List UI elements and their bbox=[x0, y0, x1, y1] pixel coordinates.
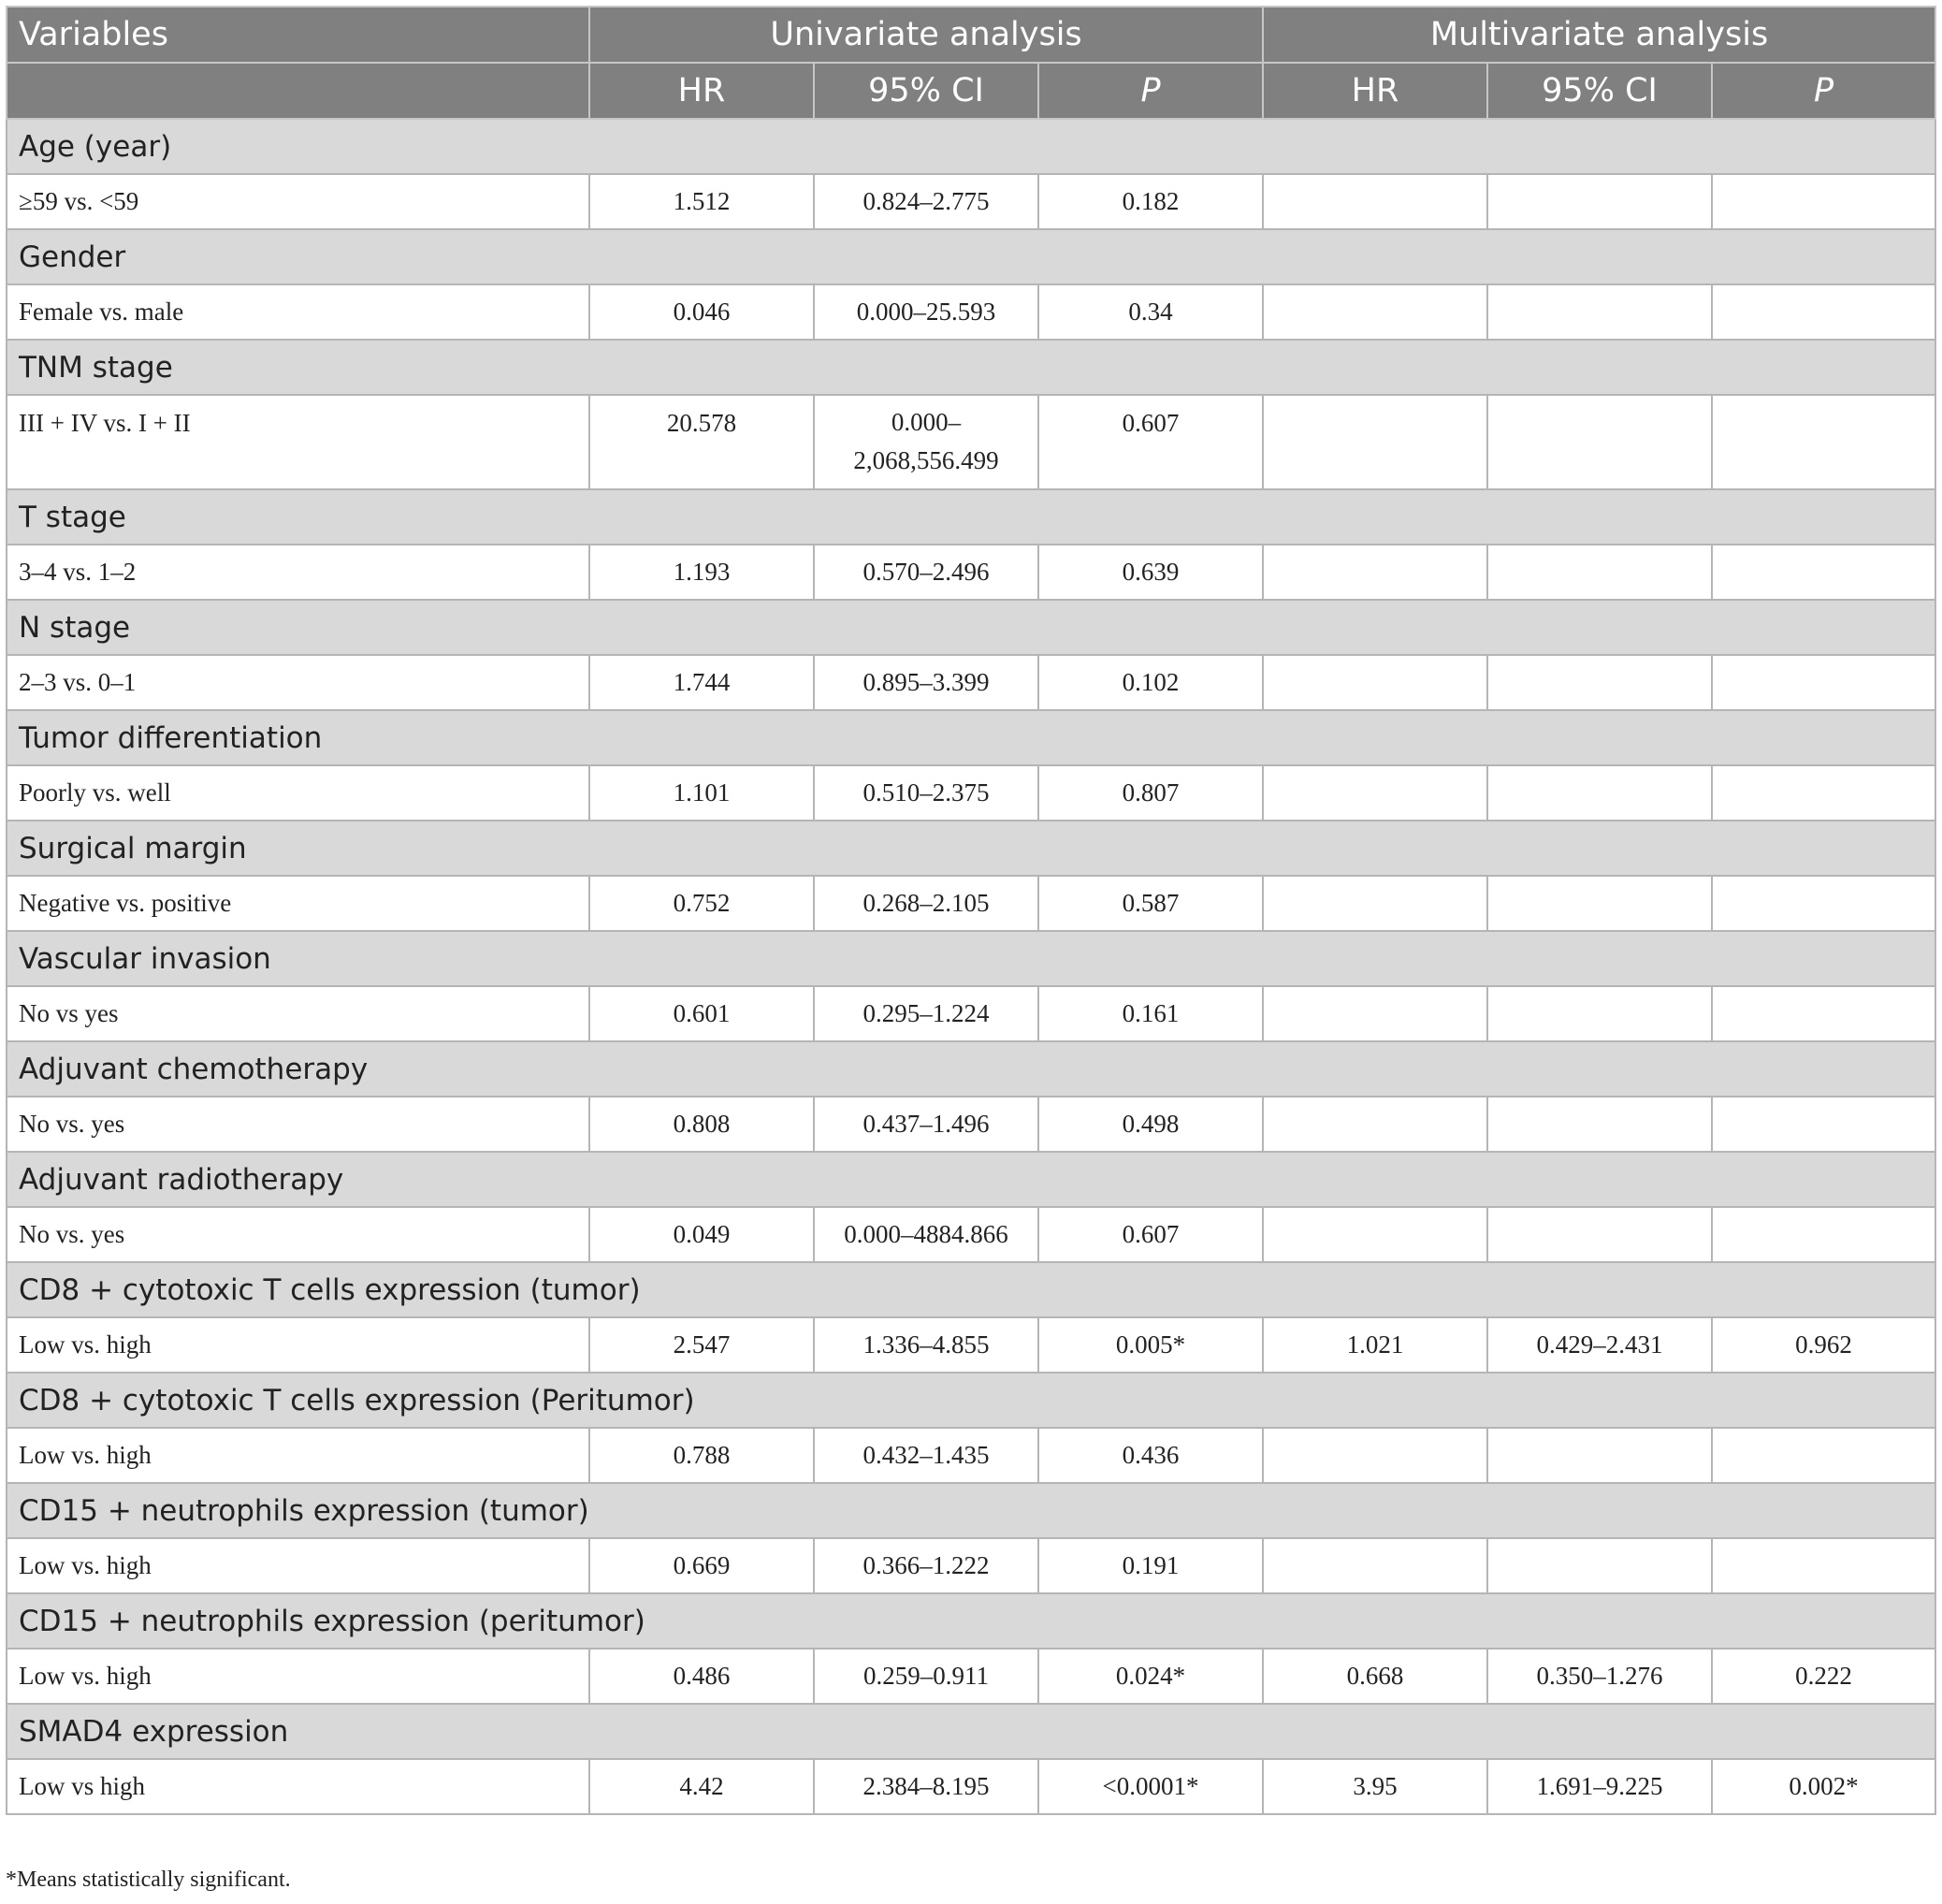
univariate-hr-cell: 4.42 bbox=[589, 1759, 814, 1814]
row-label: Poorly vs. well bbox=[7, 765, 589, 821]
multivariate-hr-cell bbox=[1263, 545, 1487, 600]
header-variables: Variables bbox=[7, 7, 589, 63]
header-u-p bbox=[1038, 63, 1263, 119]
univariate-hr-cell: 1.512 bbox=[589, 174, 814, 229]
multivariate-ci-cell bbox=[1487, 986, 1712, 1041]
ci-line-2: 2,068,556.499 bbox=[853, 446, 999, 474]
table-row bbox=[7, 174, 1935, 229]
multivariate-p-cell: 0.222 bbox=[1712, 1649, 1935, 1704]
univariate-ci-cell: 0.268–2.105 bbox=[814, 876, 1038, 931]
table-row bbox=[7, 1428, 1935, 1483]
multivariate-ci-cell bbox=[1487, 1428, 1712, 1483]
table-row bbox=[7, 395, 1935, 489]
univariate-p-cell: 0.587 bbox=[1038, 876, 1263, 931]
multivariate-hr-cell bbox=[1263, 284, 1487, 340]
univariate-hr-cell: 0.752 bbox=[589, 876, 814, 931]
ci-line-1: 0.000– bbox=[891, 408, 962, 436]
univariate-ci-cell: 0.000–25.593 bbox=[814, 284, 1038, 340]
row-label: Negative vs. positive bbox=[7, 876, 589, 931]
multivariate-p-cell bbox=[1712, 1428, 1935, 1483]
univariate-ci-cell: 0.432–1.435 bbox=[814, 1428, 1038, 1483]
header-m-p bbox=[1712, 63, 1935, 119]
table-body bbox=[7, 119, 1935, 1814]
multivariate-ci-cell: 0.350–1.276 bbox=[1487, 1649, 1712, 1704]
row-label: Low vs. high bbox=[7, 1428, 589, 1483]
group-title: CD15 + neutrophils expression (peritumor) bbox=[7, 1593, 1935, 1649]
univariate-p-cell: 0.005* bbox=[1038, 1317, 1263, 1373]
univariate-p-cell: 0.161 bbox=[1038, 986, 1263, 1041]
univariate-hr-cell: 1.101 bbox=[589, 765, 814, 821]
univariate-hr-cell: 0.049 bbox=[589, 1207, 814, 1262]
multivariate-p-cell bbox=[1712, 655, 1935, 710]
group-title: N stage bbox=[7, 600, 1935, 655]
row-label: 2–3 vs. 0–1 bbox=[7, 655, 589, 710]
multivariate-hr-cell bbox=[1263, 1538, 1487, 1593]
row-label: III + IV vs. I + II bbox=[7, 395, 589, 489]
group-header-row bbox=[7, 229, 1935, 284]
univariate-ci-cell: 1.336–4.855 bbox=[814, 1317, 1038, 1373]
header-m-p-label: P bbox=[1813, 72, 1834, 109]
row-label: 3–4 vs. 1–2 bbox=[7, 545, 589, 600]
multivariate-p-cell: 0.002* bbox=[1712, 1759, 1935, 1814]
group-header-row bbox=[7, 931, 1935, 986]
multivariate-hr-cell bbox=[1263, 1207, 1487, 1262]
univariate-ci-cell: 0.295–1.224 bbox=[814, 986, 1038, 1041]
group-header-row bbox=[7, 1373, 1935, 1428]
multivariate-ci-cell bbox=[1487, 545, 1712, 600]
table-row bbox=[7, 655, 1935, 710]
table-row bbox=[7, 1759, 1935, 1814]
group-title: Vascular invasion bbox=[7, 931, 1935, 986]
univariate-p-cell: 0.607 bbox=[1038, 1207, 1263, 1262]
table-container bbox=[6, 6, 1935, 1815]
header-row-1 bbox=[7, 7, 1935, 63]
header-u-ci: 95% CI bbox=[814, 63, 1038, 119]
footnote: *Means statistically significant. bbox=[6, 1868, 291, 1892]
row-label: Low vs high bbox=[7, 1759, 589, 1814]
univariate-p-cell: 0.498 bbox=[1038, 1097, 1263, 1152]
univariate-hr-cell: 0.046 bbox=[589, 284, 814, 340]
group-title: Gender bbox=[7, 229, 1935, 284]
group-header-row bbox=[7, 489, 1935, 545]
univariate-hr-cell: 20.578 bbox=[589, 395, 814, 489]
univariate-hr-cell: 0.601 bbox=[589, 986, 814, 1041]
multivariate-hr-cell bbox=[1263, 1428, 1487, 1483]
group-header-row bbox=[7, 600, 1935, 655]
multivariate-p-cell bbox=[1712, 986, 1935, 1041]
univariate-p-cell: 0.024* bbox=[1038, 1649, 1263, 1704]
multivariate-ci-cell bbox=[1487, 395, 1712, 489]
row-label: Female vs. male bbox=[7, 284, 589, 340]
multivariate-hr-cell bbox=[1263, 655, 1487, 710]
group-title: Tumor differentiation bbox=[7, 710, 1935, 765]
univariate-hr-cell: 0.808 bbox=[589, 1097, 814, 1152]
row-label: Low vs. high bbox=[7, 1317, 589, 1373]
group-header-row bbox=[7, 710, 1935, 765]
group-title: Adjuvant chemotherapy bbox=[7, 1041, 1935, 1097]
multivariate-p-cell bbox=[1712, 174, 1935, 229]
group-title: Age (year) bbox=[7, 119, 1935, 174]
univariate-p-cell: <0.0001* bbox=[1038, 1759, 1263, 1814]
group-title: TNM stage bbox=[7, 340, 1935, 395]
group-header-row bbox=[7, 1041, 1935, 1097]
group-title: CD15 + neutrophils expression (tumor) bbox=[7, 1483, 1935, 1538]
univariate-hr-cell: 2.547 bbox=[589, 1317, 814, 1373]
row-label: ≥59 vs. <59 bbox=[7, 174, 589, 229]
multivariate-ci-cell bbox=[1487, 1538, 1712, 1593]
univariate-p-cell: 0.102 bbox=[1038, 655, 1263, 710]
group-header-row bbox=[7, 1262, 1935, 1317]
table-row bbox=[7, 284, 1935, 340]
multivariate-ci-cell bbox=[1487, 1207, 1712, 1262]
multivariate-ci-cell bbox=[1487, 765, 1712, 821]
univariate-ci-cell: 2.384–8.195 bbox=[814, 1759, 1038, 1814]
multivariate-ci-cell: 1.691–9.225 bbox=[1487, 1759, 1712, 1814]
multivariate-p-cell bbox=[1712, 765, 1935, 821]
group-header-row bbox=[7, 1704, 1935, 1759]
univariate-ci-cell: 0.366–1.222 bbox=[814, 1538, 1038, 1593]
multivariate-ci-cell bbox=[1487, 174, 1712, 229]
group-title: T stage bbox=[7, 489, 1935, 545]
table-row bbox=[7, 1649, 1935, 1704]
multivariate-hr-cell: 1.021 bbox=[1263, 1317, 1487, 1373]
hazard-ratio-table bbox=[6, 6, 1936, 1815]
multivariate-p-cell bbox=[1712, 395, 1935, 489]
univariate-ci-cell: 0.437–1.496 bbox=[814, 1097, 1038, 1152]
univariate-p-cell: 0.436 bbox=[1038, 1428, 1263, 1483]
multivariate-ci-cell bbox=[1487, 1097, 1712, 1152]
table-row bbox=[7, 876, 1935, 931]
univariate-hr-cell: 1.193 bbox=[589, 545, 814, 600]
multivariate-hr-cell: 0.668 bbox=[1263, 1649, 1487, 1704]
multivariate-p-cell bbox=[1712, 1207, 1935, 1262]
group-title: SMAD4 expression bbox=[7, 1704, 1935, 1759]
multivariate-ci-cell bbox=[1487, 655, 1712, 710]
multivariate-ci-cell bbox=[1487, 876, 1712, 931]
multivariate-hr-cell bbox=[1263, 765, 1487, 821]
multivariate-p-cell bbox=[1712, 545, 1935, 600]
univariate-p-cell: 0.807 bbox=[1038, 765, 1263, 821]
group-header-row bbox=[7, 1593, 1935, 1649]
header-m-hr: HR bbox=[1263, 63, 1487, 119]
multivariate-ci-cell bbox=[1487, 284, 1712, 340]
univariate-ci-cell: 0.570–2.496 bbox=[814, 545, 1038, 600]
multivariate-p-cell bbox=[1712, 284, 1935, 340]
multivariate-hr-cell bbox=[1263, 986, 1487, 1041]
univariate-ci-cell: 0.000–4884.866 bbox=[814, 1207, 1038, 1262]
group-header-row bbox=[7, 119, 1935, 174]
header-u-p-label: P bbox=[1140, 72, 1161, 109]
table-row bbox=[7, 1207, 1935, 1262]
univariate-hr-cell: 1.744 bbox=[589, 655, 814, 710]
row-label: No vs. yes bbox=[7, 1207, 589, 1262]
header-u-hr: HR bbox=[589, 63, 814, 119]
group-title: Adjuvant radiotherapy bbox=[7, 1152, 1935, 1207]
table-row bbox=[7, 1538, 1935, 1593]
univariate-p-cell: 0.182 bbox=[1038, 174, 1263, 229]
multivariate-p-cell bbox=[1712, 1097, 1935, 1152]
group-header-row bbox=[7, 1152, 1935, 1207]
table-row bbox=[7, 545, 1935, 600]
row-label: Low vs. high bbox=[7, 1649, 589, 1704]
univariate-p-cell: 0.607 bbox=[1038, 395, 1263, 489]
row-label: No vs. yes bbox=[7, 1097, 589, 1152]
univariate-ci-cell: 0.259–0.911 bbox=[814, 1649, 1038, 1704]
univariate-p-cell: 0.34 bbox=[1038, 284, 1263, 340]
row-label: Low vs. high bbox=[7, 1538, 589, 1593]
table-row bbox=[7, 1317, 1935, 1373]
multivariate-hr-cell bbox=[1263, 1097, 1487, 1152]
univariate-ci-cell: 0.824–2.775 bbox=[814, 174, 1038, 229]
table-row bbox=[7, 1097, 1935, 1152]
header-univariate: Univariate analysis bbox=[589, 7, 1263, 63]
multivariate-hr-cell bbox=[1263, 174, 1487, 229]
univariate-ci-cell: 0.895–3.399 bbox=[814, 655, 1038, 710]
univariate-hr-cell: 0.486 bbox=[589, 1649, 814, 1704]
table-row bbox=[7, 765, 1935, 821]
header-multivariate: Multivariate analysis bbox=[1263, 7, 1935, 63]
group-header-row bbox=[7, 1483, 1935, 1538]
header-row-2 bbox=[7, 63, 1935, 119]
univariate-hr-cell: 0.788 bbox=[589, 1428, 814, 1483]
multivariate-hr-cell bbox=[1263, 876, 1487, 931]
group-title: CD8 + cytotoxic T cells expression (tumor) bbox=[7, 1262, 1935, 1317]
row-label: No vs yes bbox=[7, 986, 589, 1041]
group-header-row bbox=[7, 340, 1935, 395]
multivariate-p-cell bbox=[1712, 1538, 1935, 1593]
multivariate-ci-cell: 0.429–2.431 bbox=[1487, 1317, 1712, 1373]
group-header-row bbox=[7, 821, 1935, 876]
table-row bbox=[7, 986, 1935, 1041]
univariate-p-cell: 0.191 bbox=[1038, 1538, 1263, 1593]
univariate-ci-cell bbox=[814, 395, 1038, 489]
multivariate-hr-cell: 3.95 bbox=[1263, 1759, 1487, 1814]
group-title: CD8 + cytotoxic T cells expression (Peritumor) bbox=[7, 1373, 1935, 1428]
univariate-p-cell: 0.639 bbox=[1038, 545, 1263, 600]
univariate-ci-cell: 0.510–2.375 bbox=[814, 765, 1038, 821]
multivariate-p-cell: 0.962 bbox=[1712, 1317, 1935, 1373]
multivariate-hr-cell bbox=[1263, 395, 1487, 489]
group-title: Surgical margin bbox=[7, 821, 1935, 876]
multivariate-p-cell bbox=[1712, 876, 1935, 931]
univariate-hr-cell: 0.669 bbox=[589, 1538, 814, 1593]
header-m-ci: 95% CI bbox=[1487, 63, 1712, 119]
header-blank bbox=[7, 63, 589, 119]
